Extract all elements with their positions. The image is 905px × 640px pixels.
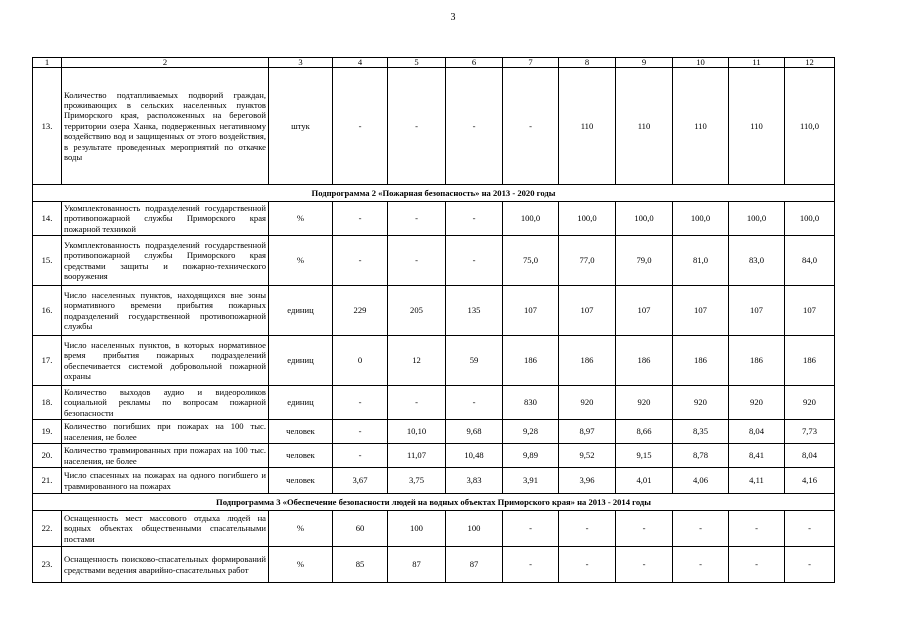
indicator-name: Оснащенность поисково-спасательных формирований средствами ведения аварийно-спасательных работ (62, 547, 269, 583)
value-cell: 100 (446, 511, 503, 547)
value-cell: 100,0 (785, 202, 835, 236)
header-cell: 11 (729, 58, 785, 68)
value-cell: 3,91 (503, 468, 559, 494)
value-cell: - (446, 236, 503, 286)
value-cell: - (785, 547, 835, 583)
value-cell: - (785, 511, 835, 547)
value-cell: 77,0 (559, 236, 616, 286)
value-cell: 186 (616, 336, 673, 386)
row-number: 21. (33, 468, 62, 494)
table-row (33, 468, 835, 494)
column-number-header (33, 58, 835, 68)
subprogram-title: Подпрограмма 2 «Пожарная безопасность» на 2013 - 2020 годы (33, 185, 835, 202)
value-cell: - (333, 420, 388, 444)
value-cell: 100,0 (616, 202, 673, 236)
value-cell: - (333, 202, 388, 236)
header-cell: 5 (388, 58, 446, 68)
value-cell: 186 (503, 336, 559, 386)
value-cell: - (388, 236, 446, 286)
value-cell: 100,0 (673, 202, 729, 236)
indicator-name: Количество выходов аудио и видеороликов социальной рекламы по вопросам пожарной безопасности (62, 386, 269, 420)
indicator-name: Количество подтапливаемых подворий граждан, проживающих в сельских населенных пунктов Приморского края, расположенных на береговой территории озера Ханка, подверженных негативному воздействию вод и защищенных от этого воздействия, в результате проведенных мероприятий по откачке воды (62, 68, 269, 185)
value-cell: 110 (616, 68, 673, 185)
row-number: 15. (33, 236, 62, 286)
value-cell: - (559, 511, 616, 547)
value-cell: 110,0 (785, 68, 835, 185)
value-cell: - (446, 68, 503, 185)
value-cell: 186 (559, 336, 616, 386)
value-cell: 8,04 (785, 444, 835, 468)
value-cell: 9,15 (616, 444, 673, 468)
indicator-name: Число населенных пунктов, в которых нормативное время прибытия пожарных подразделений обеспечивается системой добровольной пожарной охраны (62, 336, 269, 386)
value-cell: - (333, 386, 388, 420)
table-row (33, 286, 835, 336)
value-cell: 186 (729, 336, 785, 386)
unit-cell: человек (269, 444, 333, 468)
value-cell: - (388, 68, 446, 185)
value-cell: - (673, 547, 729, 583)
value-cell: 205 (388, 286, 446, 336)
unit-cell: % (269, 511, 333, 547)
value-cell: 107 (559, 286, 616, 336)
value-cell: 81,0 (673, 236, 729, 286)
value-cell: - (333, 236, 388, 286)
row-number: 22. (33, 511, 62, 547)
value-cell: - (503, 547, 559, 583)
row-number: 20. (33, 444, 62, 468)
value-cell: 8,41 (729, 444, 785, 468)
row-number: 19. (33, 420, 62, 444)
value-cell: - (388, 202, 446, 236)
row-number: 23. (33, 547, 62, 583)
indicator-name: Укомплектованность подразделений государственной противопожарной службы Приморского края средствами защиты и пожарно-технического вооружения (62, 236, 269, 286)
table-row (33, 444, 835, 468)
value-cell: - (616, 547, 673, 583)
table-row (33, 511, 835, 547)
value-cell: - (333, 444, 388, 468)
value-cell: 920 (559, 386, 616, 420)
value-cell: - (446, 202, 503, 236)
indicator-name: Укомплектованность подразделений государственной противопожарной службы Приморского края пожарной техникой (62, 202, 269, 236)
value-cell: 110 (729, 68, 785, 185)
unit-cell: единиц (269, 336, 333, 386)
value-cell: 107 (785, 286, 835, 336)
value-cell: 10,48 (446, 444, 503, 468)
header-cell: 7 (503, 58, 559, 68)
subprogram-header-row (33, 185, 835, 202)
table-row (33, 202, 835, 236)
value-cell: 186 (785, 336, 835, 386)
header-cell: 10 (673, 58, 729, 68)
indicator-name: Количество травмированных при пожарах на 100 тыс. населения, не более (62, 444, 269, 468)
indicator-name: Число населенных пунктов, находящихся вне зоны нормативного времени прибытия пожарных подразделений государственной противопожарной службы (62, 286, 269, 336)
subprogram-title: Подпрограмма 3 «Обеспечение безопасности людей на водных объектах Приморского края» на 2013 - 2014 годы (33, 494, 835, 511)
value-cell: 4,06 (673, 468, 729, 494)
header-cell: 2 (62, 58, 269, 68)
unit-cell: % (269, 202, 333, 236)
value-cell: 100 (388, 511, 446, 547)
value-cell: 10,10 (388, 420, 446, 444)
value-cell: 8,35 (673, 420, 729, 444)
value-cell: 87 (446, 547, 503, 583)
value-cell: 8,66 (616, 420, 673, 444)
value-cell: 830 (503, 386, 559, 420)
value-cell: - (446, 386, 503, 420)
table-row (33, 336, 835, 386)
table-row (33, 547, 835, 583)
value-cell: - (729, 511, 785, 547)
unit-cell: штук (269, 68, 333, 185)
unit-cell: единиц (269, 286, 333, 336)
value-cell: - (673, 511, 729, 547)
value-cell: 3,83 (446, 468, 503, 494)
table-row (33, 420, 835, 444)
row-number: 13. (33, 68, 62, 185)
table-row (33, 236, 835, 286)
value-cell: 186 (673, 336, 729, 386)
value-cell: - (503, 511, 559, 547)
value-cell: 110 (559, 68, 616, 185)
table-row (33, 68, 835, 185)
value-cell: 4,11 (729, 468, 785, 494)
value-cell: 107 (673, 286, 729, 336)
value-cell: 229 (333, 286, 388, 336)
value-cell: 59 (446, 336, 503, 386)
value-cell: 9,28 (503, 420, 559, 444)
header-cell: 6 (446, 58, 503, 68)
value-cell: 3,75 (388, 468, 446, 494)
value-cell: 79,0 (616, 236, 673, 286)
value-cell: 920 (616, 386, 673, 420)
table-row (33, 386, 835, 420)
value-cell: - (616, 511, 673, 547)
row-number: 17. (33, 336, 62, 386)
value-cell: 7,73 (785, 420, 835, 444)
value-cell: 9,52 (559, 444, 616, 468)
indicators-table (32, 57, 835, 583)
row-number: 18. (33, 386, 62, 420)
indicator-name: Оснащенность мест массового отдыха людей на водных объектах общественными спасательными постами (62, 511, 269, 547)
value-cell: 107 (503, 286, 559, 336)
value-cell: 135 (446, 286, 503, 336)
value-cell: 4,01 (616, 468, 673, 494)
header-cell: 9 (616, 58, 673, 68)
value-cell: 100,0 (559, 202, 616, 236)
header-cell: 1 (33, 58, 62, 68)
value-cell: - (388, 386, 446, 420)
value-cell: - (333, 68, 388, 185)
subprogram-header-row (33, 494, 835, 511)
row-number: 14. (33, 202, 62, 236)
unit-cell: % (269, 236, 333, 286)
value-cell: 107 (616, 286, 673, 336)
value-cell: 8,04 (729, 420, 785, 444)
value-cell: 84,0 (785, 236, 835, 286)
unit-cell: человек (269, 420, 333, 444)
indicator-name: Количество погибших при пожарах на 100 тыс. населения, не более (62, 420, 269, 444)
page-number: 3 (450, 12, 456, 23)
value-cell: 8,97 (559, 420, 616, 444)
header-cell: 12 (785, 58, 835, 68)
value-cell: 0 (333, 336, 388, 386)
value-cell: 107 (729, 286, 785, 336)
value-cell: 9,68 (446, 420, 503, 444)
value-cell: - (559, 547, 616, 583)
header-cell: 4 (333, 58, 388, 68)
value-cell: 100,0 (729, 202, 785, 236)
value-cell: 87 (388, 547, 446, 583)
unit-cell: % (269, 547, 333, 583)
value-cell: 75,0 (503, 236, 559, 286)
value-cell: 920 (785, 386, 835, 420)
value-cell: 100,0 (503, 202, 559, 236)
value-cell: 3,67 (333, 468, 388, 494)
row-number: 16. (33, 286, 62, 336)
value-cell: - (503, 68, 559, 185)
value-cell: - (729, 547, 785, 583)
value-cell: 8,78 (673, 444, 729, 468)
value-cell: 110 (673, 68, 729, 185)
header-cell: 3 (269, 58, 333, 68)
header-cell: 8 (559, 58, 616, 68)
value-cell: 11,07 (388, 444, 446, 468)
value-cell: 83,0 (729, 236, 785, 286)
value-cell: 9,89 (503, 444, 559, 468)
indicator-name: Число спасенных на пожарах на одного погибшего и травмированного на пожарах (62, 468, 269, 494)
unit-cell: единиц (269, 386, 333, 420)
value-cell: 85 (333, 547, 388, 583)
value-cell: 12 (388, 336, 446, 386)
value-cell: 4,16 (785, 468, 835, 494)
value-cell: 920 (673, 386, 729, 420)
unit-cell: человек (269, 468, 333, 494)
value-cell: 920 (729, 386, 785, 420)
value-cell: 3,96 (559, 468, 616, 494)
value-cell: 60 (333, 511, 388, 547)
